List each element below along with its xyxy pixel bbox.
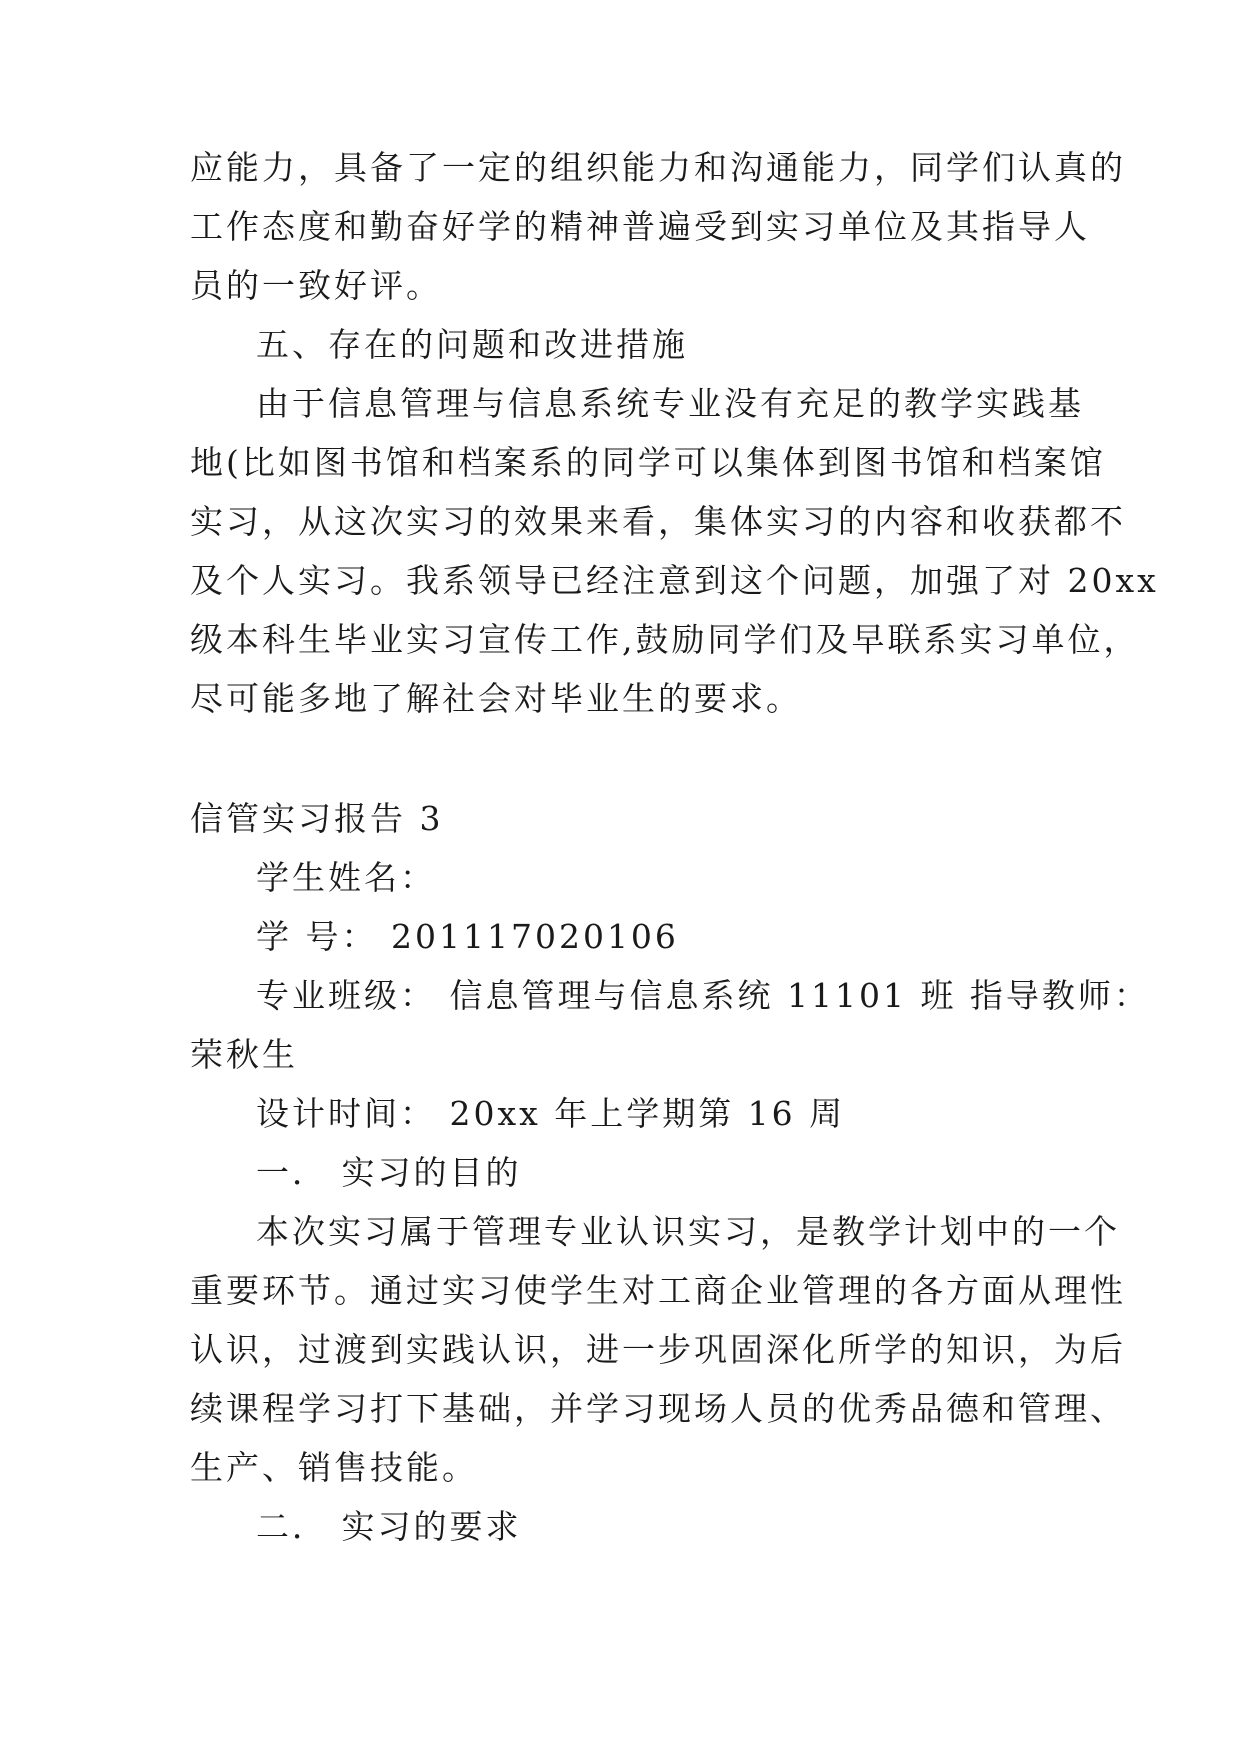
paragraph-line: 应能力，具备了一定的组织能力和沟通能力，同学们认真的 xyxy=(190,148,1126,187)
design-time-field: 设计时间： 20xx 年上学期第 16 周 xyxy=(256,1094,846,1133)
paragraph-line: 尽可能多地了解社会对毕业生的要求。 xyxy=(190,679,802,718)
paragraph-line: 级本科生毕业实习宣传工作,鼓励同学们及早联系实习单位， xyxy=(190,620,1140,659)
paragraph-line: 地(比如图书馆和档案系的同学可以集体到图书馆和档案馆 xyxy=(190,443,1106,482)
report-title: 信管实习报告 3 xyxy=(190,799,444,838)
advisor-name: 荣秋生 xyxy=(190,1035,298,1074)
paragraph-line: 工作态度和勤奋好学的精神普遍受到实习单位及其指导人 xyxy=(190,207,1090,246)
student-name-field: 学生姓名： xyxy=(256,858,436,897)
section-heading: 一． 实习的目的 xyxy=(256,1153,522,1192)
section-heading: 二． 实习的要求 xyxy=(256,1507,522,1546)
paragraph-line: 及个人实习。我系领导已经注意到这个问题，加强了对 20xx xyxy=(190,561,1159,600)
paragraph-line: 实习，从这次实习的效果来看，集体实习的内容和收获都不 xyxy=(190,502,1126,541)
paragraph-line: 员的一致好评。 xyxy=(190,266,442,305)
section-heading: 五、存在的问题和改进措施 xyxy=(256,325,688,364)
class-advisor-field: 专业班级： 信息管理与信息系统 11101 班 指导教师： xyxy=(256,976,1150,1015)
paragraph-line: 认识，过渡到实践认识，进一步巩固深化所学的知识，为后 xyxy=(190,1330,1126,1369)
paragraph-line: 生产、销售技能。 xyxy=(190,1448,478,1487)
paragraph-line: 续课程学习打下基础，并学习现场人员的优秀品德和管理、 xyxy=(190,1389,1126,1428)
paragraph-line: 重要环节。通过实习使学生对工商企业管理的各方面从理性 xyxy=(190,1271,1126,1310)
paragraph-line: 由于信息管理与信息系统专业没有充足的教学实践基 xyxy=(256,384,1084,423)
student-id-field: 学 号： 201117020106 xyxy=(256,917,679,956)
paragraph-line: 本次实习属于管理专业认识实习，是教学计划中的一个 xyxy=(256,1212,1120,1251)
